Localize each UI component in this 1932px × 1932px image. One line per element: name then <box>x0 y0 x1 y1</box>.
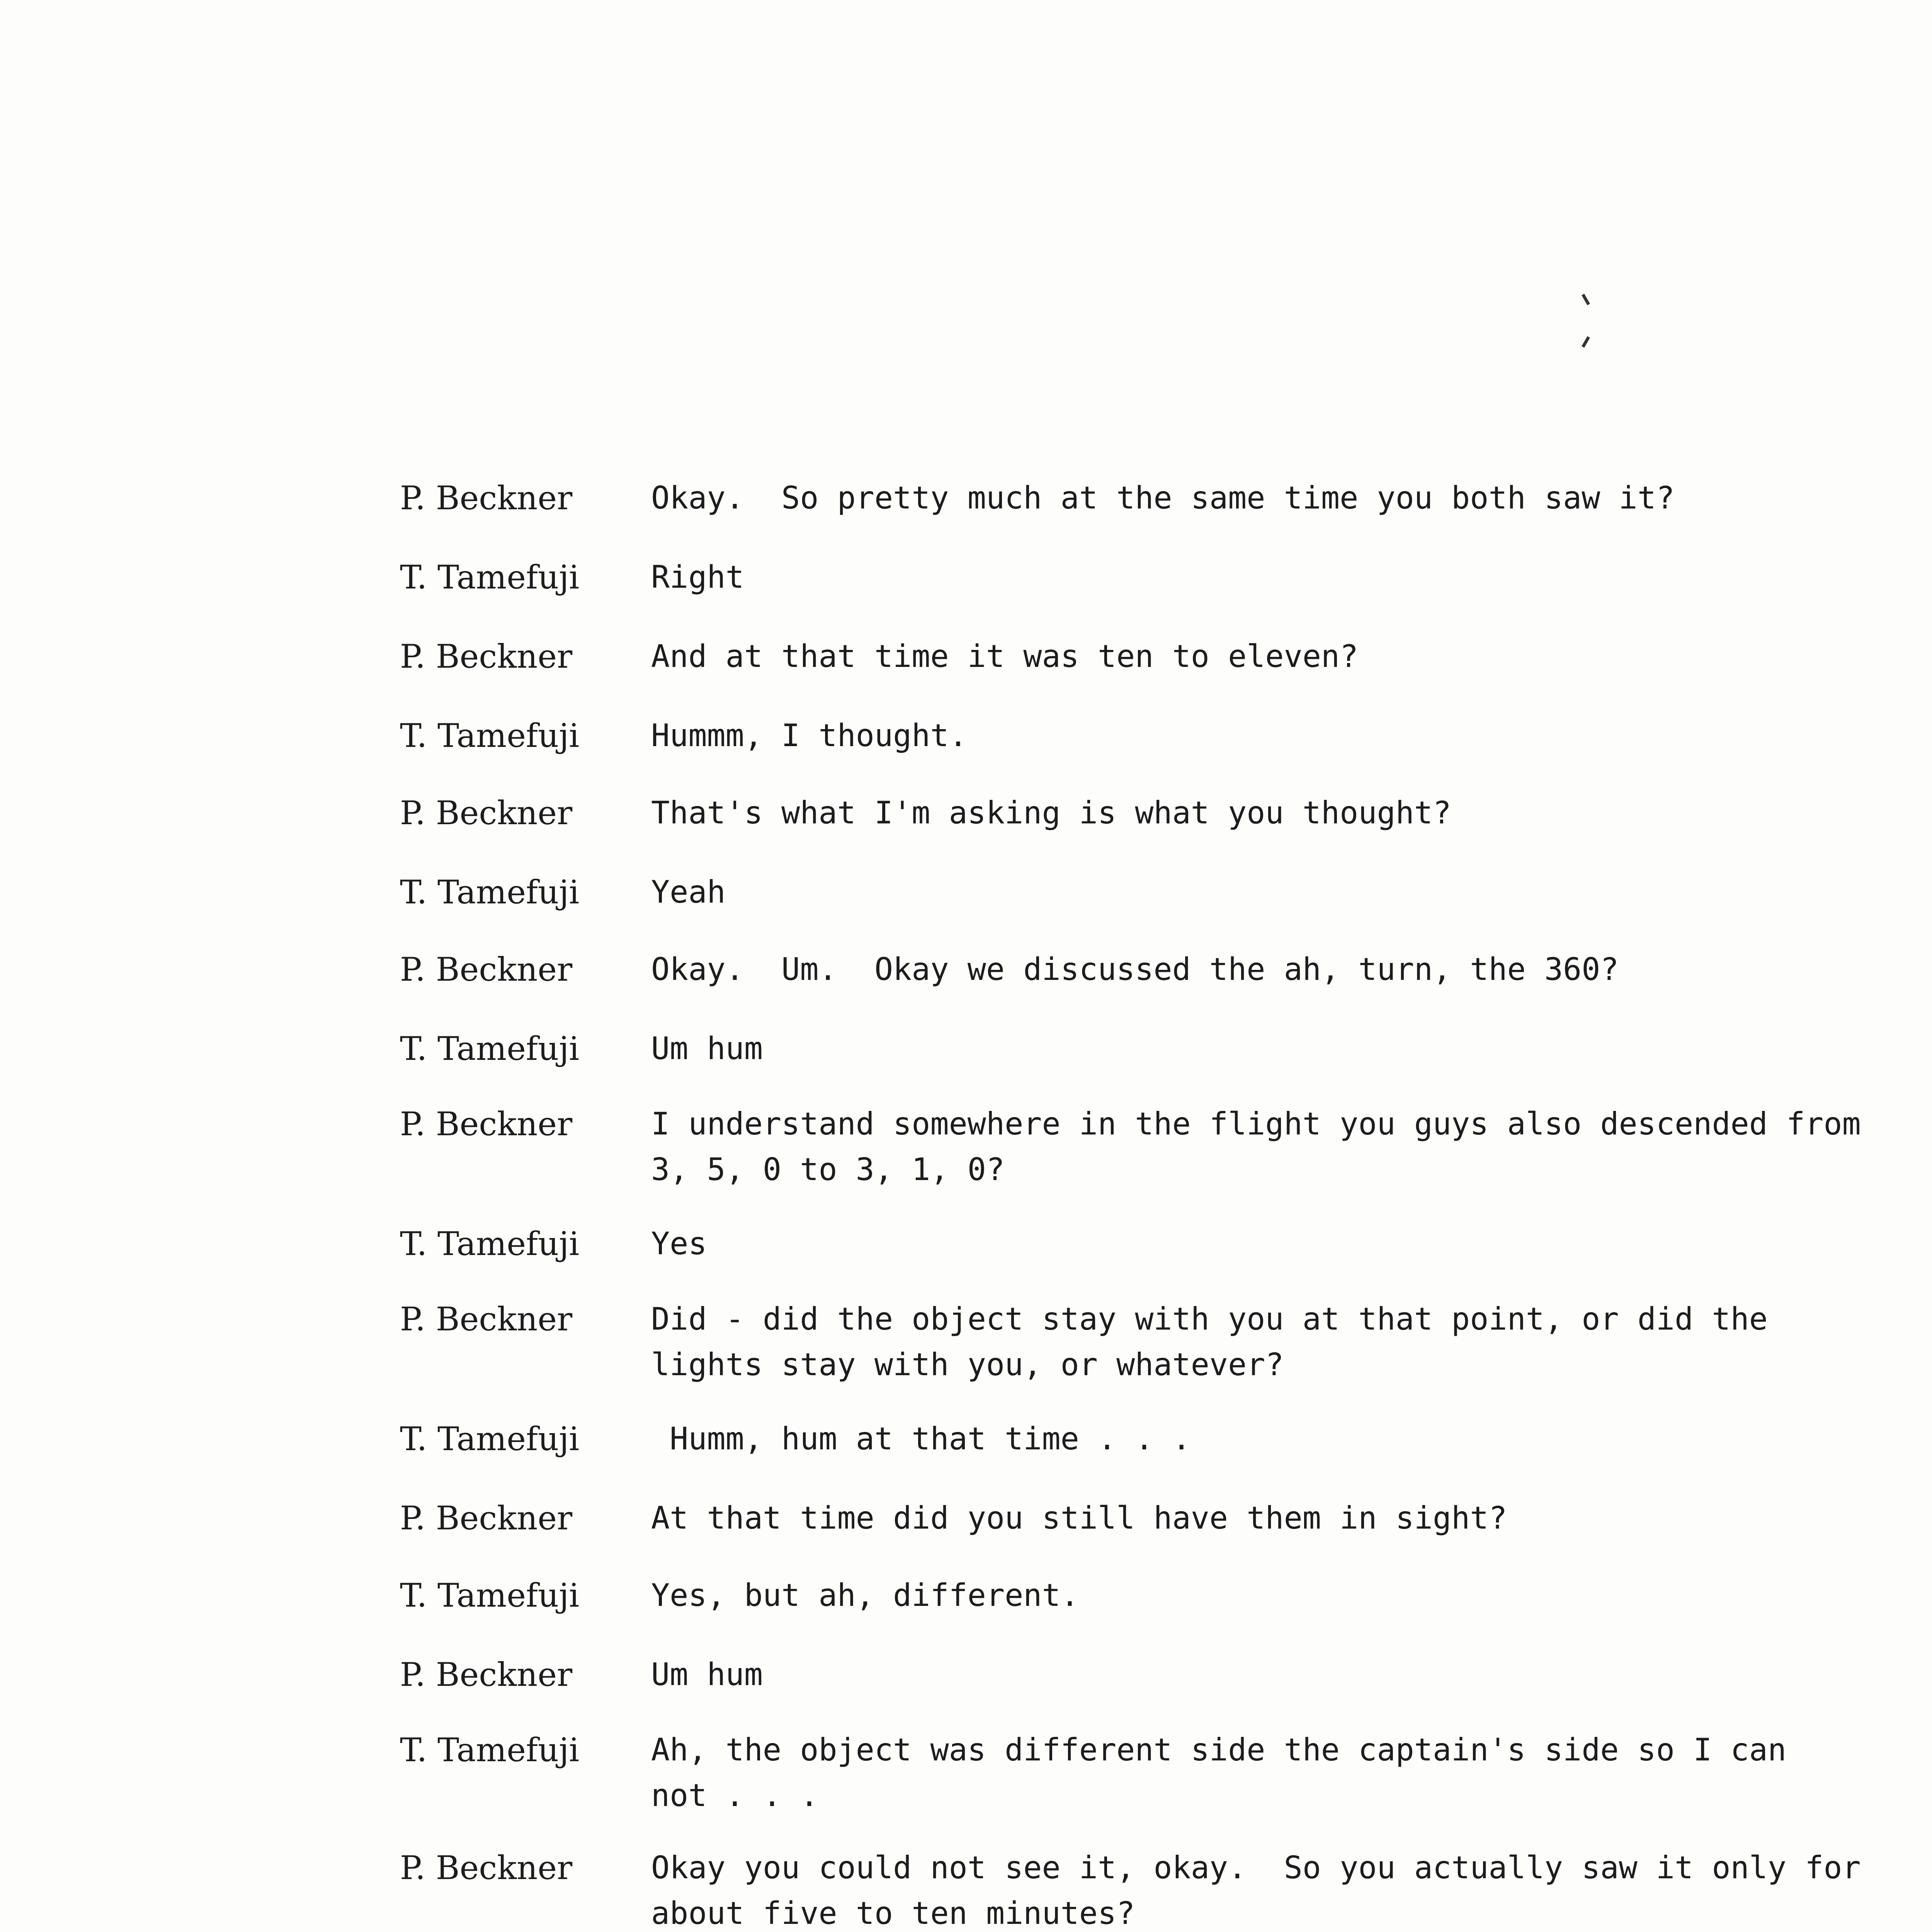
speaker-name: T. Tamefuji <box>400 1030 580 1068</box>
speech-text: Humm, hum at that time . . . <box>651 1421 1191 1457</box>
speech-text: Okay you could not see it, okay. So you actually saw it only for about five to ten minutes? <box>651 1850 1861 1931</box>
speaker-name: P. Beckner <box>400 1105 573 1143</box>
speech-text: And at that time it was ten to eleven? <box>651 638 1359 674</box>
speaker-name: T. Tamefuji <box>400 1420 580 1458</box>
speaker-name: P. Beckner <box>400 951 573 988</box>
speech-text: Hummm, I thought. <box>651 718 968 753</box>
speech-text: Ah, the object was different side the captain's side so I can not . . . <box>651 1732 1787 1813</box>
speaker-name: T. Tamefuji <box>400 1731 580 1769</box>
speaker-name: T. Tamefuji <box>400 558 580 596</box>
speaker-name: P. Beckner <box>400 794 573 832</box>
speech-text: Yeah <box>651 874 726 910</box>
speaker-name: P. Beckner <box>400 1499 573 1537</box>
speech-text: Okay. Um. Okay we discussed the ah, turn, the 360? <box>651 951 1619 987</box>
speaker-name: T. Tamefuji <box>400 1225 580 1263</box>
speaker-name: T. Tamefuji <box>400 717 580 755</box>
speech-text: At that time did you still have them in sight? <box>651 1500 1507 1536</box>
speaker-name: T. Tamefuji <box>400 873 580 911</box>
speech-text: I understand somewhere in the flight you guys also descended from 3, 5, 0 to 3, 1, 0? <box>651 1106 1861 1187</box>
speech-text: Um hum <box>651 1656 763 1692</box>
speaker-name: T. Tamefuji <box>400 1577 580 1614</box>
scan-mark <box>1582 336 1590 348</box>
speaker-name: P. Beckner <box>400 1656 573 1694</box>
speech-text: Um hum <box>651 1031 763 1066</box>
speech-text: Yes, but ah, different. <box>651 1577 1079 1613</box>
speaker-name: P. Beckner <box>400 1300 573 1338</box>
speech-text: That's what I'm asking is what you thought? <box>651 795 1452 831</box>
speech-text: Did - did the object stay with you at that point, or did the lights stay with you, or whatever? <box>651 1301 1768 1383</box>
speech-text: Right <box>651 559 744 595</box>
speaker-name: P. Beckner <box>400 1849 573 1887</box>
speaker-name: P. Beckner <box>400 638 573 675</box>
speech-text: Yes <box>651 1226 707 1262</box>
speaker-name: P. Beckner <box>400 479 573 517</box>
scan-mark <box>1582 294 1590 305</box>
speech-text: Okay. So pretty much at the same time you both saw it? <box>651 480 1675 516</box>
